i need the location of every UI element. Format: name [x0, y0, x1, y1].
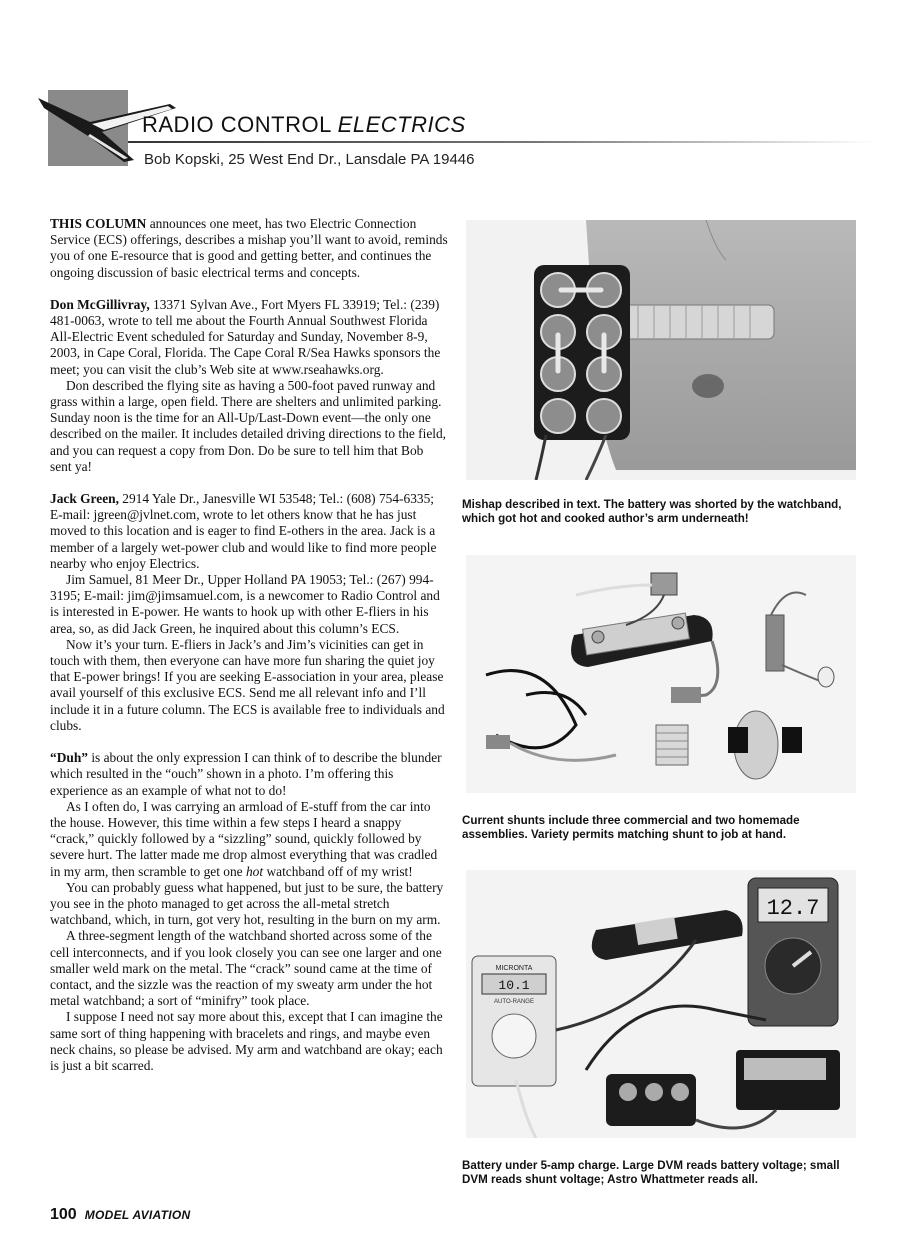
page-number: 100	[50, 1206, 77, 1223]
small-dvm-autorange: AUTO-RANGE	[494, 999, 534, 1005]
photo-battery-wrist	[466, 220, 856, 480]
column-title: RADIO CONTROL ELECTRICS	[142, 112, 466, 137]
caption-photo-2: Current shunts include three commercial and two homemade assemblies. Variety permits matching shunt to job at hand.	[462, 814, 800, 841]
paragraph-your-turn: Now it’s your turn. E-fliers in Jack’s and Jim’s vicinities can get in touch with them, then everyone can have more fun sharing the quiet joy that E-power brings! If you are seeking E-association in your area, please avail yourself of this exclusive ECS. Send me all relevant info and I’ll include it in a future column. The ECS is available free to individuals and clubs.	[50, 636, 445, 733]
author-address: Bob Kopski, 25 West End Dr., Lansdale PA 19446	[144, 151, 475, 168]
paragraph-jim: Jim Samuel, 81 Meer Dr., Upper Holland PA 19053; Tel.: (267) 994-3195; E-mail: jim@jimsamuel.com, is a newcomer to Radio Control and is interested in E-power. He wants to hook up with other E-fliers in his area, so, as did Jack Green, he inquired about this column’s ECS.	[50, 572, 440, 636]
caption-photo-1: Mishap described in text. The battery was shorted by the watchband, which got hot and cooked author’s arm underneath!	[462, 498, 842, 525]
magazine-name: MODEL AVIATION	[84, 1208, 191, 1222]
small-dvm-display: 10.1	[498, 978, 530, 993]
paragraph-jack: Jack Green, 2914 Yale Dr., Janesville WI 53548; Tel.: (608) 754-6335; E-mail: jgreen@jvlnet.com, wrote to let others know that he has just moved to this location and is eager to find E-others in the area. Jack is a member of a largely wet-power club and would like to find more people nearby who enjoy Electrics.	[50, 491, 437, 571]
article-column	[50, 216, 448, 1074]
page-footer	[50, 1206, 190, 1224]
large-dvm-display: 12.7	[766, 896, 820, 921]
photo-charge-setup	[466, 870, 856, 1138]
caption-photo-3: Battery under 5-amp charge. Large DVM reads battery voltage; small DVM reads shunt voltage; Astro Whattmeter reads all.	[462, 1159, 840, 1186]
paragraph-armload: As I often do, I was carrying an armload of E-stuff from the car into the house. However, this time within a few steps I heard a snappy “crack,” quickly followed by a “sizzling” sound, quickly followed by severe hurt. The latter made me drop almost everything that was cradled in my arm, then scramble to get one hot watchband off of my wrist!	[50, 798, 438, 879]
small-dvm-brand: MICRONTA	[495, 965, 533, 972]
paragraph-watchband: A three-segment length of the watchband shorted across some of the cell interconnects, and if you look closely you can see one larger and one smaller weld mark on the metal. The “crack” sound came at the time of contact, and the sizzle was the reaction of my sweaty arm under the hot metal watchband; a sort of “minifry” took place.	[50, 928, 442, 1009]
paragraph-duh: “Duh” is about the only expression I can think of to describe the blunder which resulted in the “ouch” shown in a photo. I’m offering this experience as an example of what not to do!	[50, 750, 442, 798]
paragraph-don: Don McGillivray, 13371 Sylvan Ave., Fort Myers FL 33919; Tel.: (239) 481-0063, wrote to tell me about the Fourth Annual Southwest Florida All-Electric Event scheduled for Saturday and Sunday, November 8-9, 2003, in Cape Coral, Florida. The Cape Coral R/Sea Hawks sponsors the meet; you can visit the club’s Web site at www.rseahawks.org.	[50, 296, 441, 377]
paragraph-flying-site: Don described the flying site as having a 500-foot paved runway and grass within a large, open field. There are shelters and unlimited parking. Sunday noon is the time for an All-Up/Last-Down event—the only one described on the mailer. It includes detailed driving directions to the field, and you can request a copy from Don. Do be sure to tell him that Bob sent ya!	[50, 377, 447, 474]
paragraph-advice: I suppose I need not say more about this, except that I can imagine the same sort of thing happening with bracelets and rings, and maybe even neck chains, so please be advised. My arm and watchband are okay; each is just a bit scarred.	[50, 1009, 443, 1073]
header-rule	[128, 141, 874, 143]
paragraph-intro: THIS COLUMN announces one meet, has two Electric Connection Service (ECS) offerings, describes a mishap you’ll want to avoid, reminds you of one E-resource that is good and getting better, and continues the ongoing discussion of basic electrical terms and concepts.	[50, 216, 448, 280]
photo-current-shunts	[466, 555, 856, 793]
paragraph-guess: You can probably guess what happened, but just to be sure, the battery you see in the photo managed to get across the all-metal stretch watchband, which, in turn, got very hot, resulting in the burn on my arm.	[50, 879, 444, 928]
